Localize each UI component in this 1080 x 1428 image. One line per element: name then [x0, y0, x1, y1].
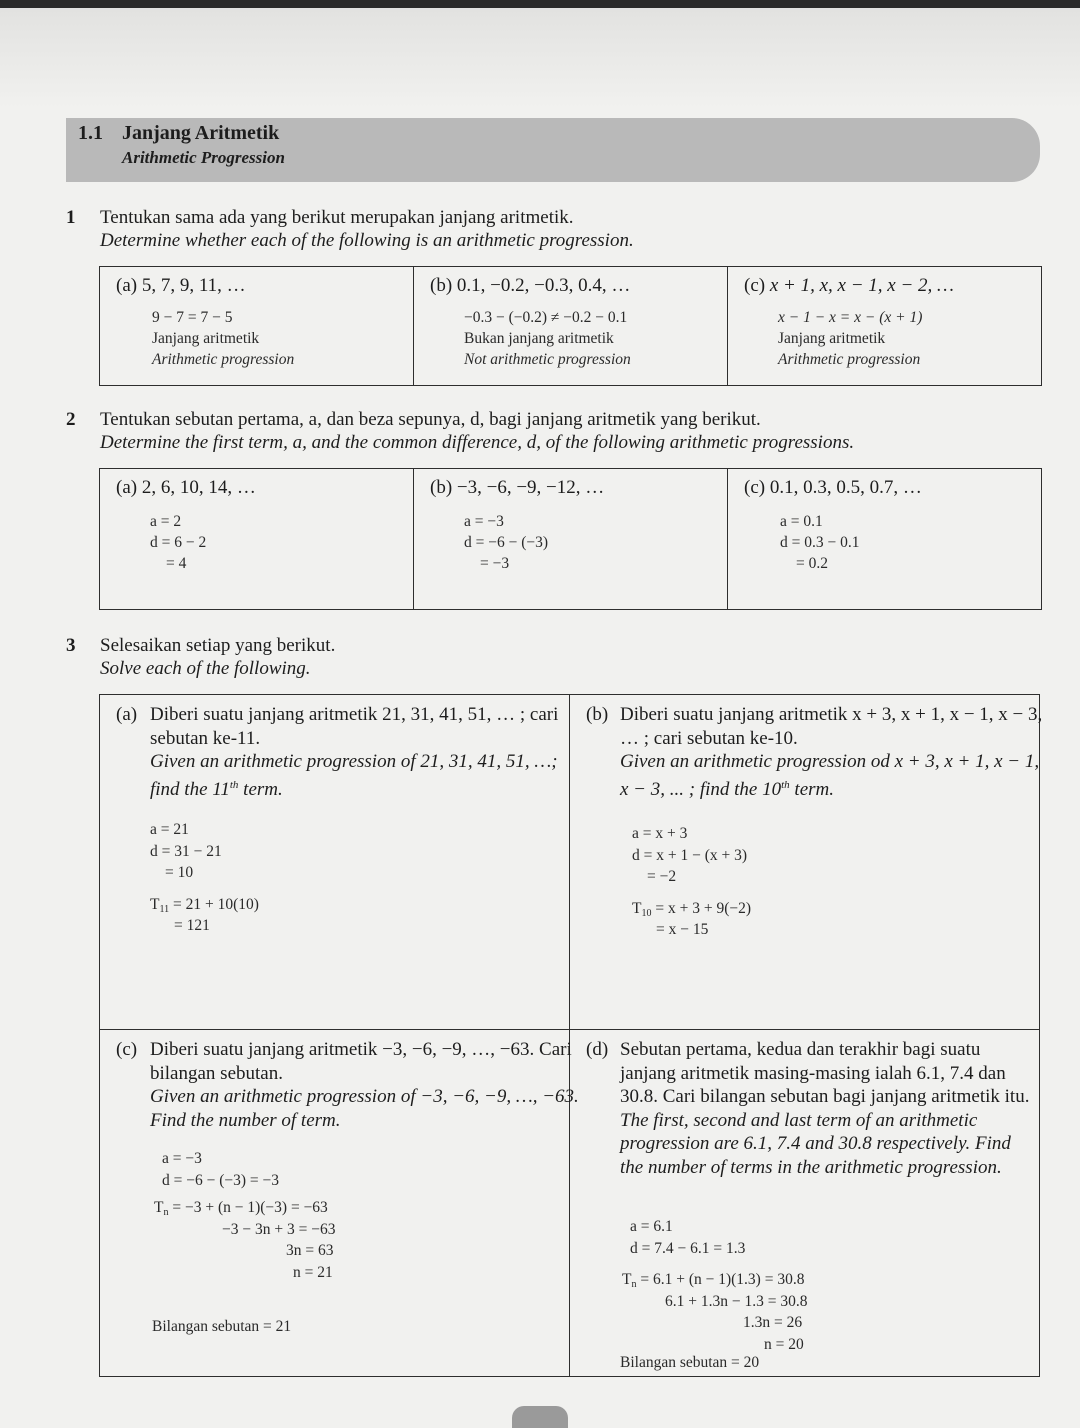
cell-label: (d) [586, 1039, 609, 1060]
a-line: a = x + 3 [632, 825, 688, 842]
tn-line: = 21 + 10(10) [172, 895, 259, 913]
problem-ms: Diberi suatu janjang aritmetik 21, 31, 41, 51, … ; cari sebutan ke-11. [150, 704, 559, 749]
term-symbol: T [632, 899, 642, 917]
question-text-en: Solve each of the following. [100, 658, 311, 679]
tn-line: = x + 3 + 9(−2) [655, 899, 752, 917]
ordinal-sup: th [229, 778, 239, 791]
d-result: = −3 [480, 555, 510, 572]
d-result: = 10 [165, 864, 194, 881]
q2-cell-c [728, 469, 1042, 610]
problem-en [620, 750, 1050, 801]
q3-table [99, 694, 1043, 1377]
term-symbol: T [622, 1271, 632, 1288]
answer-en: Arithmetic progression [152, 351, 295, 368]
cell-label: (b) [430, 477, 453, 498]
tn-line: = 6.1 + (n − 1)(1.3) = 30.8 [640, 1271, 805, 1288]
question-text-ms: Tentukan sama ada yang berikut merupakan janjang aritmetik. [100, 207, 574, 228]
expand-line: −3 − 3n + 3 = −63 [222, 1220, 336, 1238]
q1-cell-b [414, 267, 728, 386]
answer-ms: Bukan janjang aritmetik [464, 330, 614, 347]
q2-cell-a [100, 469, 414, 610]
section-header [66, 118, 1040, 182]
a-line: a = 6.1 [630, 1218, 673, 1235]
section-subtitle: Arithmetic Progression [122, 148, 285, 167]
answer-en: Arithmetic progression [778, 351, 921, 368]
problem-en [150, 750, 580, 801]
answer-line: Bilangan sebutan = 21 [152, 1318, 292, 1335]
q2-cell-b [414, 469, 728, 610]
tn-result: = x − 15 [656, 921, 709, 938]
term-subscript: n [631, 1279, 637, 1290]
q1-cell-c [728, 267, 1042, 386]
question-text-ms: Tentukan sebutan pertama, a, dan beza sepunya, d, bagi janjang aritmetik yang berikut. [100, 409, 761, 430]
term-symbol: T [150, 895, 160, 913]
q3-cell-a [100, 695, 570, 1030]
problem-en-text: Given an arithmetic progression of 21, 31, 41, 51, …; find the 11 [150, 751, 558, 800]
tn-result: = 121 [174, 917, 210, 934]
d-value: d = 0.3 − 0.1 [780, 534, 860, 551]
cell-sequence: x + 1, x, x − 1, x − 2, … [769, 275, 954, 296]
cell-sequence: 2, 6, 10, 14, … [141, 477, 256, 498]
d-line: d = −6 − (−3) = −3 [162, 1171, 280, 1189]
solution [632, 823, 751, 941]
n-line: n = 21 [293, 1263, 333, 1281]
d-value: d = 6 − 2 [150, 534, 207, 551]
answer-ms: Janjang aritmetik [778, 330, 886, 347]
problem-ms: Diberi suatu janjang aritmetik −3, −6, −9, …, −63. Cari bilangan sebutan. [150, 1039, 572, 1084]
q2-table [99, 468, 1042, 610]
a-line: a = −3 [162, 1150, 202, 1167]
question-number: 1 [66, 207, 76, 228]
tn-line: = −3 + (n − 1)(−3) = −63 [172, 1199, 328, 1216]
simplify-line: 3n = 63 [286, 1242, 334, 1259]
problem-en: The first, second and last term of an arithmetic progression are 6.1, 7.4 and 30.8 respectively. Find the number of terms in the arithmetic progression. [620, 1109, 1011, 1178]
cell-label: (c) [744, 275, 766, 296]
term-subscript: n [163, 1207, 169, 1218]
cell-label: (b) [430, 275, 453, 296]
d-result: = 0.2 [796, 555, 828, 572]
q3-cell-b [570, 695, 1043, 1030]
d-line: d = 7.4 − 6.1 = 1.3 [630, 1239, 746, 1257]
a-value: a = −3 [464, 513, 504, 530]
problem-en-text: Given an arithmetic progression od x + 3, x + 1, x − 1, x − 3, ... ; find the 10 [620, 751, 1040, 800]
term-subscript: 10 [641, 907, 652, 919]
q1-cell-a [100, 267, 414, 386]
page-number-tab [512, 1406, 568, 1428]
term-subscript: 11 [159, 903, 170, 915]
cell-sequence: 5, 7, 9, 11, … [141, 275, 246, 296]
scan-shading [0, 8, 1080, 108]
section-number: 1.1 [78, 122, 103, 144]
cell-sequence: 0.1, −0.2, −0.3, 0.4, … [456, 275, 631, 296]
solution [622, 1216, 808, 1355]
expand-line: 6.1 + 1.3n − 1.3 = 30.8 [665, 1292, 808, 1310]
problem-ms: Diberi suatu janjang aritmetik x + 3, x + 1, x − 1, x − 3, … ; cari sebutan ke-10. [620, 704, 1043, 749]
d-result: = 4 [166, 555, 187, 572]
answer-en: Not arithmetic progression [464, 351, 631, 368]
problem-en-end: term. [789, 778, 834, 800]
q3-cell-d [570, 1030, 1040, 1377]
problem-ms: Sebutan pertama, kedua dan terakhir bagi suatu janjang aritmetik masing-masing ialah 6.1, 7.4 dan 30.8. Cari bilangan sebutan bagi janjang aritmetik itu. [620, 1039, 1030, 1107]
cell-label: (b) [586, 704, 609, 725]
d-value: d = −6 − (−3) [464, 534, 549, 551]
problem-en: Given an arithmetic progression of −3, −6, −9, …, −63. Find the number of term. [150, 1086, 579, 1131]
simplify-line: 1.3n = 26 [743, 1314, 803, 1331]
solution [150, 819, 259, 937]
cell-label: (c) [116, 1039, 138, 1060]
cell-label: (a) [116, 275, 138, 296]
question-number: 3 [66, 635, 76, 656]
question-text-ms: Selesaikan setiap yang berikut. [100, 635, 336, 656]
working-line: x − 1 − x = x − (x + 1) [778, 309, 923, 326]
a-value: a = 2 [150, 513, 182, 530]
a-line: a = 21 [150, 821, 189, 838]
answer-line: Bilangan sebutan = 20 [620, 1354, 760, 1371]
ordinal-sup: th [781, 778, 790, 791]
question-number: 2 [66, 409, 76, 430]
term-symbol: T [154, 1199, 164, 1216]
d-line: d = x + 1 − (x + 3) [632, 846, 748, 864]
cell-label: (a) [116, 477, 138, 498]
solution [154, 1148, 336, 1283]
question-text-en: Determine the first term, a, and the common difference, d, of the following arithmetic progressions. [100, 432, 855, 453]
cell-sequence: −3, −6, −9, −12, … [456, 477, 605, 498]
question-text-en: Determine whether each of the following is an arithmetic progression. [100, 230, 634, 251]
q1-table [99, 266, 1042, 386]
working-line: −0.3 − (−0.2) ≠ −0.2 − 0.1 [464, 309, 628, 326]
n-line: n = 20 [764, 1335, 804, 1353]
d-result: = −2 [647, 868, 677, 885]
working-line: 9 − 7 = 7 − 5 [152, 309, 233, 326]
d-line: d = 31 − 21 [150, 842, 222, 860]
a-value: a = 0.1 [780, 513, 823, 530]
problem-en-end: term. [238, 778, 283, 800]
cell-label: (c) [744, 477, 766, 498]
answer-ms: Janjang aritmetik [152, 330, 260, 347]
section-title: Janjang Aritmetik [122, 122, 280, 144]
cell-label: (a) [116, 704, 138, 725]
scan-top-edge [0, 0, 1080, 8]
cell-sequence: 0.1, 0.3, 0.5, 0.7, … [769, 477, 922, 498]
q3-cell-c [100, 1030, 579, 1377]
